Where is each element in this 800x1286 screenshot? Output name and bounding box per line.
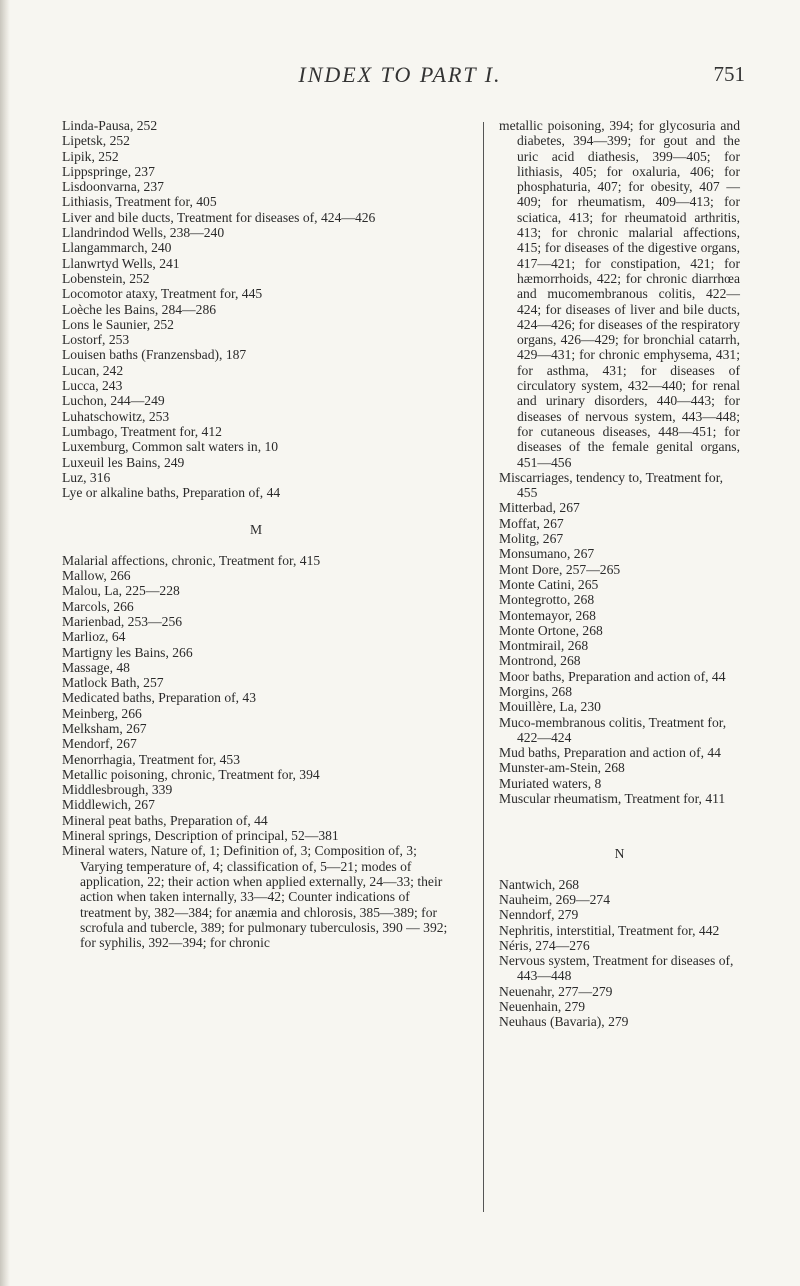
index-entry: Lostorf, 253 (62, 332, 130, 348)
index-entry: Montrond, 268 (499, 653, 581, 669)
index-entry: Nervous system, Treatment for diseases of, 443—448 (499, 953, 734, 984)
index-entry: Monte Catini, 265 (499, 576, 599, 592)
page-number: 751 (713, 62, 745, 86)
index-entry: Miscarriages, tendency to, Treatment for, 455 (499, 469, 724, 501)
index-entry: Mitterbad, 267 (499, 500, 580, 516)
index-entry: Molitg, 267 (499, 531, 564, 547)
index-entry: Medicated baths, Preparation of, 43 (62, 690, 257, 706)
index-entry: Louisen baths (Franzensbad), 187 (62, 347, 247, 363)
index-entry: Luhatschowitz, 253 (62, 408, 170, 424)
n-entries-list (499, 877, 740, 1030)
index-entry: Llangammarch, 240 (62, 240, 172, 256)
index-entry: Montegrotto, 268 (499, 592, 595, 608)
index-entry: Nephritis, interstitial, Treatment for, 442 (499, 922, 720, 938)
index-entry: Muriated waters, 8 (499, 775, 602, 791)
index-entry: Munster-am-Stein, 268 (499, 760, 625, 776)
running-title: INDEX TO PART I. (298, 62, 502, 87)
index-entry: Mineral peat baths, Preparation of, 44 (62, 812, 268, 828)
index-entry: Muscular rheumatism, Treatment for, 411 (499, 791, 726, 807)
index-entry: Middlesbrough, 339 (62, 782, 173, 798)
index-entry: Lippspringe, 237 (62, 163, 155, 179)
index-entry: Lithiasis, Treatment for, 405 (62, 194, 217, 210)
index-entry: Lons le Saunier, 252 (62, 316, 174, 332)
page-header (0, 62, 800, 102)
index-entry: Lucca, 243 (62, 378, 123, 394)
index-entry: Monte Ortone, 268 (499, 622, 603, 638)
index-entry: Lipetsk, 252 (62, 133, 130, 149)
index-entry: Melksham, 267 (62, 720, 147, 736)
index-entry: Matlock Bath, 257 (62, 675, 164, 691)
index-entry: Mallow, 266 (62, 568, 131, 584)
index-entry: Massage, 48 (62, 659, 130, 675)
index-entry: Middlewich, 267 (62, 797, 155, 813)
index-entry: Monsumano, 267 (499, 546, 595, 562)
page-binding-shadow (0, 0, 10, 1286)
index-entry: Lisdoonvarna, 237 (62, 179, 164, 195)
index-entry: metallic poisoning, 394; for glycosuria and diabetes, 394—399; for gout and the uric acid diathesis, 399—405; for lithiasis, 405; for oxaluria, 406; for phosphaturia, 407; for obesity, 407 — 409; for rheumatism, 409—413; for sciatica, 413; for rheumatoid arthritis, 413; for chronic malarial affections, 415; for diseases of the digestive organs, 417—421; for constipation, 421; for hæmorrhoids, 422; for chronic diarrhœa and mucomembranous colitis, 422—424; for diseases of liver and bile ducts, 424—426; for diseases of the respiratory organs, 426—429; for bronchial catarrh, 429—431; for chronic emphysema, 431; for asthma, 431; for diseases of circulatory system, 432—440; for renal and urinary disorders, 440—443; for diseases of nervous system, 443—448; for cutaneous diseases, 448—451; for diseases of the female genital organs, 451—456 (499, 118, 740, 470)
index-entry: Malarial affections, chronic, Treatment for, 415 (62, 552, 321, 568)
index-entry: Moor baths, Preparation and action of, 44 (499, 668, 726, 684)
section-letter-n: N (614, 846, 625, 862)
index-entry: Nenndorf, 279 (499, 907, 579, 923)
index-entry: Llanwrtyd Wells, 241 (62, 255, 180, 271)
index-entry: Montmirail, 268 (499, 638, 589, 654)
index-entry: Mineral springs, Description of principal, 52—381 (62, 828, 339, 844)
index-entry: Luz, 316 (62, 469, 111, 485)
index-entry: Mouillère, La, 230 (499, 699, 601, 715)
index-entry: Lobenstein, 252 (62, 270, 150, 286)
index-entry: Mont Dore, 257—265 (499, 561, 621, 577)
index-entry: Neuenhain, 279 (499, 999, 586, 1015)
index-entry: Lye or alkaline baths, Preparation of, 44 (62, 485, 281, 501)
index-entry: Marienbad, 253—256 (62, 613, 183, 629)
section-letter-m: M (249, 522, 263, 538)
index-entry: Loèche les Bains, 284—286 (62, 301, 217, 317)
index-entry: Luchon, 244—249 (62, 393, 165, 409)
index-entry: Néris, 274—276 (499, 937, 590, 953)
index-entry: Marcols, 266 (62, 598, 134, 614)
index-entry: Nantwich, 268 (499, 876, 580, 892)
index-entry: Neuhaus (Bavaria), 279 (499, 1014, 629, 1030)
index-entry: Neuenahr, 277—279 (499, 983, 613, 999)
index-entry: Morgins, 268 (499, 683, 573, 699)
index-entry: Locomotor ataxy, Treatment for, 445 (62, 286, 263, 302)
column-divider (483, 122, 484, 1212)
index-entry: Malou, La, 225—228 (62, 583, 180, 599)
index-entry: Liver and bile ducts, Treatment for diseases of, 424—426 (62, 209, 376, 225)
m-entries-continued-list (499, 118, 740, 806)
index-entry: Marlioz, 64 (62, 629, 126, 645)
index-entry: Lucan, 242 (62, 362, 124, 378)
index-entry: Lumbago, Treatment for, 412 (62, 423, 222, 439)
left-index-column (62, 118, 450, 950)
index-entry: Martigny les Bains, 266 (62, 644, 193, 660)
index-entry: Muco-membranous colitis, Treatment for, 422—424 (499, 714, 727, 745)
index-entry: Metallic poisoning, chronic, Treatment for, 394 (62, 766, 320, 782)
index-entry: Mineral waters, Nature of, 1; Definition of, 3; Composition of, 3; Varying temperature of, 4; classification of, 5—21; modes of application, 22; their action when applied externally, 24—33; their action when taken internally, 33—42; Counter indications of treatment by, 382—384; for anæmia and chlorosis, 385—389; for scrofula and tubercle, 389; for pulmonary tuberculosis, 390 — 392; for syphilis, 392—394; for chronic (62, 843, 448, 951)
m-entries-list (62, 553, 450, 951)
index-entry: Moffat, 267 (499, 515, 564, 531)
index-entry: Mendorf, 267 (62, 736, 137, 752)
index-entry: Menorrhagia, Treatment for, 453 (62, 751, 241, 767)
index-entry: Llandrindod Wells, 238—240 (62, 225, 225, 241)
index-entry: Linda-Pausa, 252 (62, 118, 158, 133)
index-entry: Luxemburg, Common salt waters in, 10 (62, 439, 279, 455)
index-entry: Meinberg, 266 (62, 705, 142, 721)
right-index-column (499, 118, 740, 1030)
index-entry: Montemayor, 268 (499, 607, 596, 623)
index-entry: Mud baths, Preparation and action of, 44 (499, 745, 721, 761)
l-entries-list (62, 118, 450, 500)
index-entry: Luxeuil les Bains, 249 (62, 454, 185, 470)
index-entry: Nauheim, 269—274 (499, 891, 611, 907)
index-entry: Lipik, 252 (62, 148, 119, 164)
